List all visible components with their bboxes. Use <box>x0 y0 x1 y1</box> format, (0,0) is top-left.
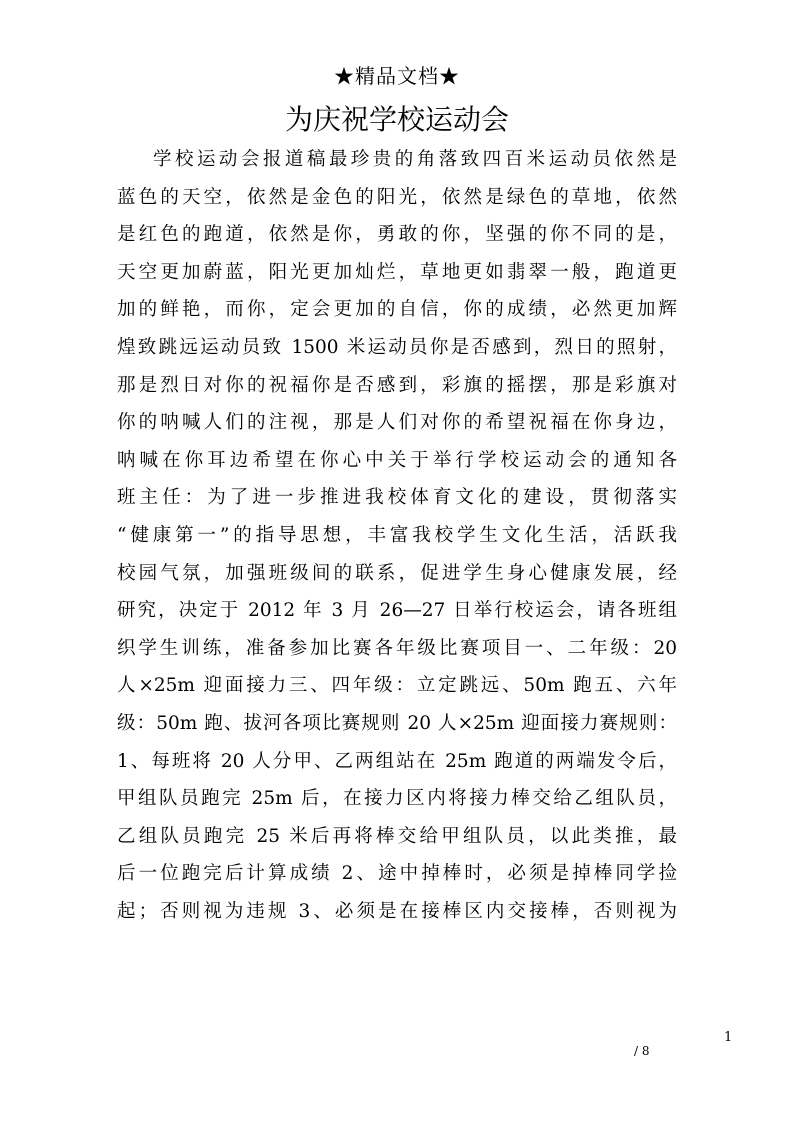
body-line: 级：50m 跑、拔河各项比赛规则 20 人×25m 迎面接力赛规则： <box>117 712 677 734</box>
body-line: 研究，决定于 2012 年 3 月 26—27 日举行校运会，请各班组 <box>117 600 677 622</box>
body-line: “健康第一”的指导思想，丰富我校学生文化生活，活跃我 <box>117 524 677 546</box>
body-line: 天空更加蔚蓝，阳光更加灿烂，草地更如翡翠一般，跑道更 <box>117 261 677 283</box>
page-count: / 8 <box>634 1044 650 1058</box>
body-line: 甲组队员跑完 25m 后，在接力区内将接力棒交给乙组队员， <box>117 788 677 810</box>
body-line: 煌致跳远运动员致 1500 米运动员你是否感到，烈日的照射， <box>117 336 677 358</box>
document-header: ★精品文档★ <box>334 64 460 88</box>
body-line: 乙组队员跑完 25 米后再将棒交给甲组队员，以此类推，最 <box>117 825 677 847</box>
body-line: 你的呐喊人们的注视，那是人们对你的希望祝福在你身边， <box>117 412 677 434</box>
body-line: 人×25m 迎面接力三、四年级：立定跳远、50m 跑五、六年 <box>117 675 677 697</box>
body-line: 班主任：为了进一步推进我校体育文化的建设，贯彻落实 <box>117 487 677 509</box>
document-body <box>117 141 677 930</box>
body-line: 蓝色的天空，依然是金色的阳光，依然是绿色的草地，依然 <box>117 186 677 208</box>
body-line: 1、每班将 20 人分甲、乙两组站在 25m 跑道的两端发令后， <box>117 750 677 772</box>
body-line: 加的鲜艳，而你，定会更加的自信，你的成绩，必然更加辉 <box>117 299 677 321</box>
body-line: 那是烈日对你的祝福你是否感到，彩旗的摇摆，那是彩旗对 <box>117 374 677 396</box>
body-line: 起；否则视为违规 3、必须是在接棒区内交接棒，否则视为 <box>117 900 677 922</box>
body-line: 是红色的跑道，依然是你，勇敢的你，坚强的你不同的是， <box>117 224 677 246</box>
body-line: 校园气氛，加强班级间的联系，促进学生身心健康发展，经 <box>117 562 677 584</box>
body-line: 织学生训练，准备参加比赛各年级比赛项目一、二年级：20 <box>117 637 677 659</box>
document-title: 为庆祝学校运动会 <box>284 103 509 136</box>
page-number: 1 <box>724 1030 733 1045</box>
body-line: 呐喊在你耳边希望在你心中关于举行学校运动会的通知各 <box>117 449 677 471</box>
body-line: 学校运动会报道稿最珍贵的角落致四百米运动员依然是 <box>153 149 677 170</box>
body-line: 后一位跑完后计算成绩 2、途中掉棒时，必须是掉棒同学捡 <box>117 863 677 885</box>
